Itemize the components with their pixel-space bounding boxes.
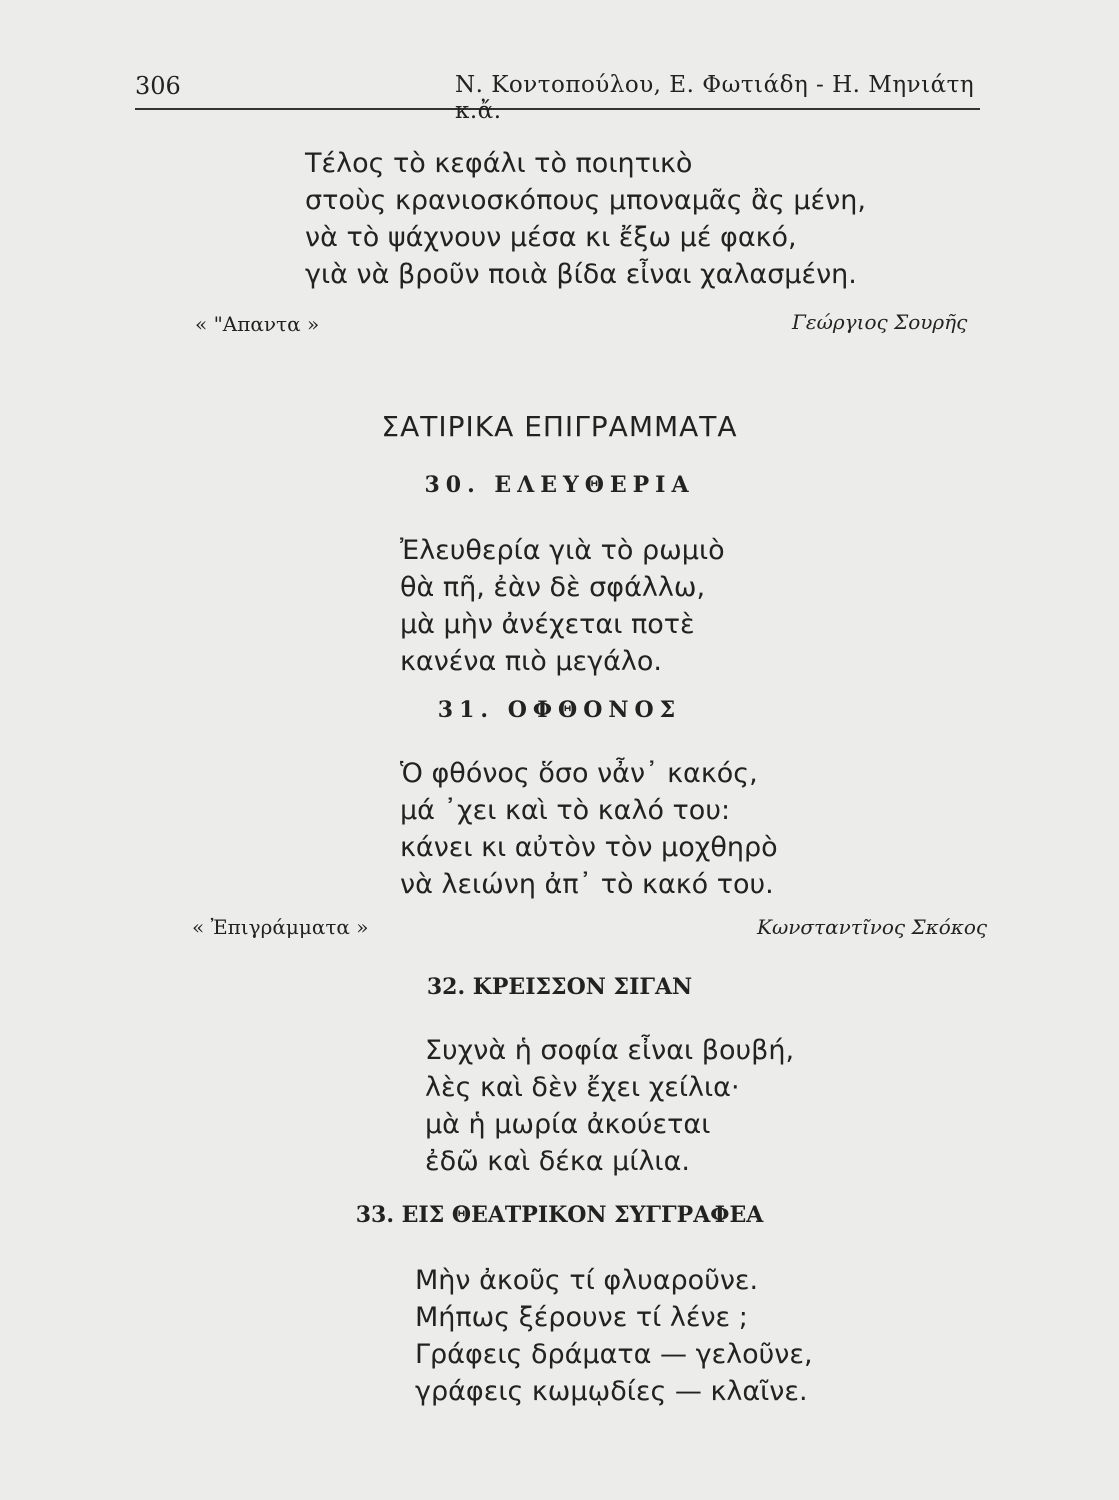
epigram-title: 33. ΕΙΣ ΘΕΑΤΡΙΚΟΝ ΣΥΓΓΡΑΦΕΑ xyxy=(355,1202,764,1228)
poem-end-verses xyxy=(305,145,866,293)
epigram-title: 31. ΟΦΘΟΝΟΣ xyxy=(437,697,682,723)
verse-line: Τέλος τὸ κεφάλι τὸ ποιητικὸ xyxy=(305,148,693,179)
epigram-verses xyxy=(400,755,778,903)
verse-line: Συχνὰ ἡ σοφία εἶναι βουβή, xyxy=(425,1035,795,1066)
verse-line: Μὴν ἀκοῦς τί φλυαροῦνε. xyxy=(415,1265,759,1296)
verse-line: νὰ τὸ ψάχνουν μέσα κι ἔξω μέ φακό, xyxy=(305,222,797,253)
verse-line: κανένα πιὸ μεγάλο. xyxy=(400,646,662,677)
epigram-verses xyxy=(400,532,725,680)
page-header xyxy=(135,72,980,124)
epigram-verses xyxy=(425,1032,794,1180)
verse-line: Γράφεις δράματα — γελοῦνε, xyxy=(415,1339,813,1370)
epigram-title: 30. ΕΛΕΥΘΕΡΙΑ xyxy=(424,472,695,498)
verse-line: γράφεις κωμῳδίες — κλαῖνε. xyxy=(415,1376,808,1407)
verse-line: στοὺς κρανιοσκόπους μποναμᾶς ἂς μένη, xyxy=(305,185,866,216)
section-title: ΣΑΤΙΡΙΚΑ ΕΠΙΓΡΑΜΜΑΤΑ xyxy=(381,410,738,443)
page-number: 306 xyxy=(135,72,181,100)
epigram-title: 32. ΚΡΕΙΣΣΟΝ ΣΙΓΑΝ xyxy=(426,974,693,1000)
source-work: « "Απαντα » xyxy=(195,312,320,336)
source-work: « Ἐπιγράμματα » xyxy=(192,915,369,939)
verse-line: μὰ μὴν ἀνέχεται ποτὲ xyxy=(400,609,695,640)
verse-line: μὰ ἡ μωρία ἀκούεται xyxy=(425,1109,711,1140)
verse-line: λὲς καὶ δὲν ἔχει χείλια· xyxy=(425,1072,740,1103)
verse-line: ἐδῶ καὶ δέκα μίλια. xyxy=(425,1146,690,1177)
author-name: Γεώργιος Σουρῆς xyxy=(792,310,968,334)
verse-line: νὰ λειώνη ἀπ᾽ τὸ κακό του. xyxy=(400,869,774,900)
verse-line: Ὁ φθόνος ὅσο νἆν᾽ κακός, xyxy=(400,758,758,789)
epigram-verses xyxy=(415,1262,813,1410)
verse-line: Ἐλευθερία γιὰ τὸ ρωμιὸ xyxy=(400,535,725,566)
verse-line: μά ᾽χει καὶ τὸ καλό του: xyxy=(400,795,731,826)
verse-line: κάνει κι αὐτὸν τὸν μοχθηρὸ xyxy=(400,832,778,863)
running-head: Ν. Κοντοπούλου, Ε. Φωτιάδη - Η. Μηνιάτη κ.ἄ. xyxy=(455,72,975,124)
verse-line: θὰ πῆ, ἐὰν δὲ σφάλλω, xyxy=(400,572,706,603)
author-name: Κωνσταντῖνος Σκόκος xyxy=(757,915,988,939)
verse-line: γιὰ νὰ βροῦν ποιὰ βίδα εἶναι χαλασμένη. xyxy=(305,259,857,290)
verse-line: Μήπως ξέρουνε τί λένε ; xyxy=(415,1302,748,1333)
